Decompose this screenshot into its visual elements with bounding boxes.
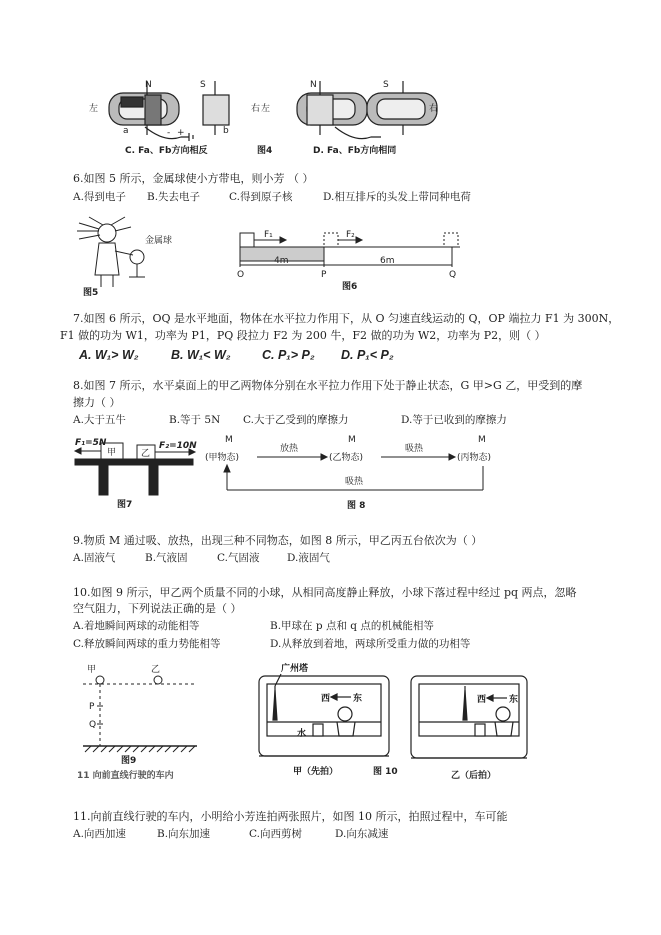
fig10-west-1: 西 <box>321 694 331 704</box>
figure-9 <box>73 660 203 780</box>
q9-options <box>73 550 593 566</box>
fig6-p: P <box>321 270 327 280</box>
fig10-right-caption: 乙（后拍） <box>451 771 497 781</box>
fig9-q: Q <box>89 720 97 730</box>
q11-option-d[interactable]: D.向东减速 <box>335 828 389 840</box>
fig6-q: Q <box>449 270 457 280</box>
fig6-f1: F₁ <box>264 230 273 240</box>
figure-7 <box>73 435 198 510</box>
fig8-arrow2: 吸热 <box>405 444 424 454</box>
q8-stem-line1: 8.如图 7 所示，水平桌面上的甲乙两物体分别在水平拉力作用下处于静止状态，G 甲>G 乙，甲受到的摩 <box>73 379 583 392</box>
figure-6 <box>230 225 470 295</box>
fig8-arrow1: 放热 <box>280 444 299 454</box>
fig7-jia: 甲 <box>107 448 117 458</box>
q9-option-c[interactable]: C.气固液 <box>217 552 260 564</box>
fig4-option-d: D. Fa、Fb方向相同 <box>313 146 397 156</box>
fig8-m-3: M <box>478 435 486 445</box>
q8-stem-line2: 擦力（ ） <box>73 396 121 409</box>
fig8-state-1: (甲物态) <box>205 453 240 463</box>
q11-stem: 11.向前直线行驶的车内，小明给小芳连拍两张照片，如图 10 所示，拍照过程中，车可能 <box>73 810 508 823</box>
fig4-left-label-2: 左 <box>261 104 271 114</box>
fig4-pole-s-2: S <box>383 80 389 90</box>
q9-option-b[interactable]: B.气液固 <box>145 552 188 564</box>
q7-option-a[interactable]: A. W₁> W₂ <box>79 348 139 362</box>
fig4-right-label: 右 <box>251 104 261 114</box>
fig8-m-2: M <box>348 435 356 445</box>
fig9-jia: 甲 <box>87 665 97 675</box>
fig4-plus: + <box>177 128 185 138</box>
fig10-left-caption: 甲（先拍） <box>293 767 339 777</box>
q10-option-d[interactable]: D.从释放到着地，两球所受重力做的功相等 <box>270 638 471 650</box>
fig10-tower: 广州塔 <box>281 664 309 674</box>
q10-option-a[interactable]: A.着地瞬间两球的动能相等 <box>73 620 200 632</box>
q8-option-a[interactable]: A.大于五牛 <box>73 414 126 426</box>
q9-option-d[interactable]: D.液固气 <box>287 552 330 564</box>
q11-options <box>73 826 593 842</box>
fig4-left-label: 左 <box>89 104 99 114</box>
q8-options <box>73 412 593 428</box>
fig4-pole-s: S <box>200 80 206 90</box>
q6-options <box>73 189 593 205</box>
fig10-water: 水 <box>297 729 307 739</box>
q11-option-b[interactable]: B.向东加速 <box>157 828 211 840</box>
q7-stem-line2: F1 做的功为 W1，功率为 P1，PQ 段拉力 F2 为 200 牛，F2 做的功为 W2，功率为 P2，则（ ） <box>60 329 546 342</box>
q10-stem-line2: 空气阻力，下列说法正确的是（ ） <box>73 602 242 615</box>
q11-option-c[interactable]: C.向西剪树 <box>249 828 302 840</box>
fig4-b: b <box>223 126 229 136</box>
fig10-east-2: 东 <box>509 695 519 705</box>
q8-option-b[interactable]: B.等于 5N <box>169 414 221 426</box>
fig9-p: P <box>89 702 95 712</box>
fig8-bottom: 吸热 <box>345 477 364 487</box>
q9-stem: 9.物质 M 通过吸、放热，出现三种不同物态，如图 8 所示，甲乙丙五台依次为（ ） <box>73 534 483 547</box>
fig5-caption: 图5 <box>83 288 99 298</box>
fig6-d1: 4m <box>274 256 289 266</box>
fig7-caption: 图7 <box>117 500 133 510</box>
fig10-caption: 图 10 <box>373 767 398 777</box>
fig5-ball-label: 金属球 <box>145 236 173 246</box>
q7-options <box>79 348 499 366</box>
q7-stem-line1: 7.如图 6 所示，OQ 是水平地面，物体在水平拉力作用下，从 O 匀速直线运动的 Q，OP 端拉力 F1 为 300N， <box>73 312 620 325</box>
fig8-caption: 图 8 <box>347 501 366 511</box>
figure-8 <box>205 432 515 517</box>
fig8-state-3: (丙物态) <box>457 453 492 463</box>
q6-option-c[interactable]: C.得到原子核 <box>229 191 293 203</box>
fig7-f1: F₁=5N <box>75 438 107 448</box>
q8-option-c[interactable]: C.大于乙受到的摩擦力 <box>243 414 349 426</box>
fig9-yi: 乙 <box>151 665 161 675</box>
figure-4 <box>85 75 445 160</box>
fig10-cut-text: 11 向前直线行驶的车内 <box>77 771 174 780</box>
figure-10 <box>245 660 535 785</box>
fig7-f2: F₂=10N <box>159 441 197 451</box>
fig4-option-c: C. Fa、Fb方向相反 <box>125 146 208 156</box>
fig8-m-1: M <box>225 435 233 445</box>
fig4-pole-n: N <box>145 80 152 90</box>
q8-option-d[interactable]: D.等于已收到的摩擦力 <box>401 414 507 426</box>
fig4-a: a <box>123 126 129 136</box>
q6-option-b[interactable]: B.失去电子 <box>147 191 201 203</box>
fig4-minus: - <box>167 128 171 138</box>
q7-option-d[interactable]: D. P₁< P₂ <box>341 348 394 362</box>
q11-option-a[interactable]: A.向西加速 <box>73 828 126 840</box>
q10-stem-line1: 10.如图 9 所示，甲乙两个质量不同的小球，从相同高度静止释放，小球下落过程中经过 pq 两点，忽略 <box>73 586 577 599</box>
q7-option-c[interactable]: C. P₁> P₂ <box>262 348 315 362</box>
q6-option-d[interactable]: D.相互排斥的头发上带同种电荷 <box>323 191 471 203</box>
q7-option-b[interactable]: B. W₁< W₂ <box>171 348 231 362</box>
fig6-f2: F₂ <box>346 230 355 240</box>
fig9-caption: 图9 <box>121 756 137 766</box>
fig8-state-2: (乙物态) <box>329 453 364 463</box>
fig10-east-1: 东 <box>353 694 363 704</box>
fig6-d2: 6m <box>380 256 395 266</box>
fig4-caption: 图4 <box>257 146 273 156</box>
fig10-west-2: 西 <box>477 695 487 705</box>
figure-5 <box>73 215 183 300</box>
fig7-yi: 乙 <box>141 449 151 459</box>
q6-option-a[interactable]: A.得到电子 <box>73 191 126 203</box>
fig6-caption: 图6 <box>342 282 358 292</box>
q10-option-c[interactable]: C.释放瞬间两球的重力势能相等 <box>73 638 221 650</box>
fig4-right-label-2: 右 <box>429 104 439 114</box>
q10-option-b[interactable]: B.甲球在 p 点和 q 点的机械能相等 <box>270 620 434 632</box>
fig6-o: O <box>237 270 245 280</box>
q9-option-a[interactable]: A.固液气 <box>73 552 116 564</box>
q6-stem: 6.如图 5 所示，金属球使小方带电，则小芳 （ ） <box>73 172 314 185</box>
fig4-pole-n-2: N <box>310 80 317 90</box>
